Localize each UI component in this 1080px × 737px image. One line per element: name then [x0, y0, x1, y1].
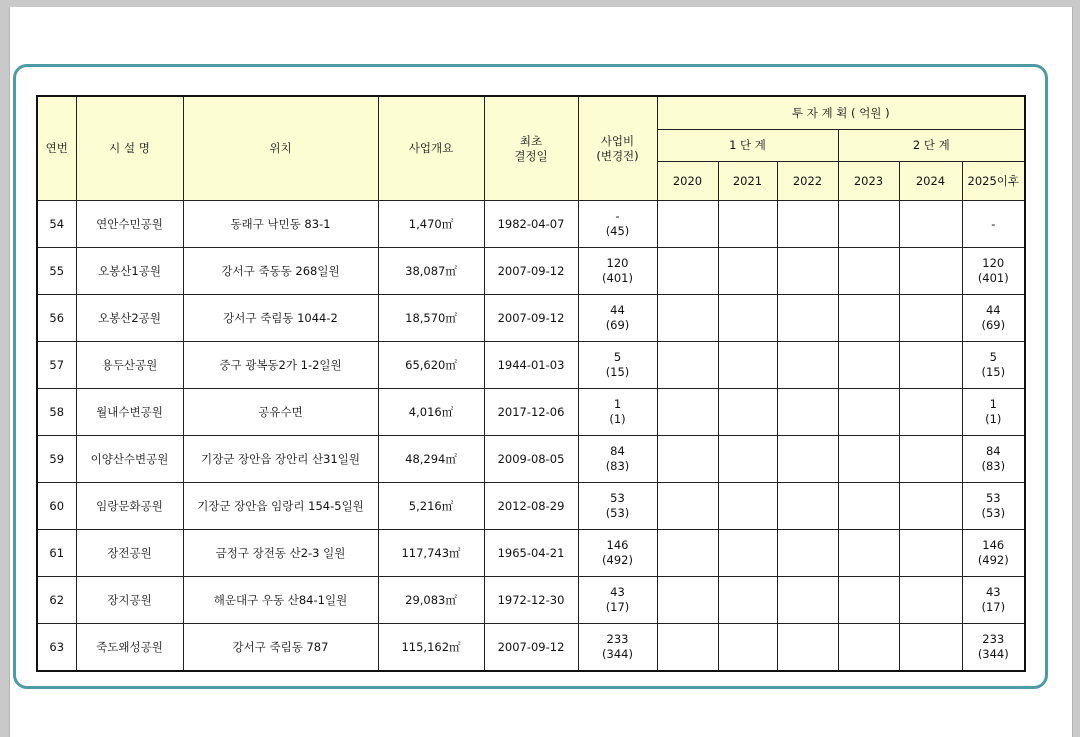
header-year: 2020 [657, 162, 718, 201]
cell-2025 [962, 342, 1025, 389]
table-row [37, 248, 1025, 295]
y2025-prev-value: (15) [981, 365, 1006, 379]
cell-name: 용두산공원 [76, 342, 183, 389]
cell-year-empty [777, 436, 838, 483]
cell-name: 장전공원 [76, 530, 183, 577]
y2025-prev-value: (1) [985, 412, 1002, 426]
cell-year-empty [657, 201, 718, 248]
cell-year-empty [899, 201, 962, 248]
cell-year-empty [657, 342, 718, 389]
cell-location: 강서구 죽림동 1044-2 [183, 295, 378, 342]
cell-2025 [962, 436, 1025, 483]
cost-value: 146 [606, 538, 629, 552]
cell-year-empty [657, 436, 718, 483]
y2025-prev-value: (17) [981, 600, 1006, 614]
table-body [37, 201, 1025, 672]
cell-location: 강서구 죽림동 787 [183, 624, 378, 672]
header-cost-line1: 사업비 [600, 133, 635, 148]
cell-area: 48,294㎡ [378, 436, 484, 483]
header-year: 2025이후 [962, 162, 1025, 201]
y2025-value: 44 [985, 303, 1001, 317]
cost-value: 233 [606, 632, 629, 646]
cell-location: 동래구 낙민동 83-1 [183, 201, 378, 248]
cell-area: 115,162㎡ [378, 624, 484, 672]
table-row [37, 530, 1025, 577]
y2025-prev-value: (344) [977, 647, 1009, 661]
cell-date: 2009-08-05 [484, 436, 578, 483]
y2025-prev-value: (83) [981, 459, 1006, 473]
cell-location: 중구 광복동2가 1-2일원 [183, 342, 378, 389]
cell-year-empty [718, 201, 777, 248]
cell-no: 58 [37, 389, 76, 436]
cell-name: 월내수변공원 [76, 389, 183, 436]
cell-no: 60 [37, 483, 76, 530]
y2025-value: 146 [982, 538, 1005, 552]
header-first-date-line1: 최초 [519, 133, 543, 148]
cell-2025 [962, 201, 1025, 248]
cell-year-empty [777, 248, 838, 295]
table-row [37, 342, 1025, 389]
cell-2025 [962, 483, 1025, 530]
cell-2025 [962, 389, 1025, 436]
cell-year-empty [838, 389, 899, 436]
cell-cost [578, 248, 657, 295]
cell-name: 오봉산2공원 [76, 295, 183, 342]
table-row [37, 624, 1025, 672]
cell-year-empty [777, 577, 838, 624]
cost-value: - [615, 209, 620, 223]
header-first-date [484, 96, 578, 201]
cell-no: 61 [37, 530, 76, 577]
cell-year-empty [838, 342, 899, 389]
cost-prev-value: (1) [609, 412, 626, 426]
cell-year-empty [657, 530, 718, 577]
cell-2025 [962, 248, 1025, 295]
cell-year-empty [718, 389, 777, 436]
header-no: 연번 [37, 96, 76, 201]
cell-cost [578, 624, 657, 672]
cell-area: 38,087㎡ [378, 248, 484, 295]
cell-cost [578, 342, 657, 389]
cost-prev-value: (15) [605, 365, 630, 379]
y2025-value: 5 [989, 350, 997, 364]
cell-year-empty [899, 342, 962, 389]
cell-year-empty [899, 530, 962, 577]
cell-year-empty [718, 530, 777, 577]
cell-cost [578, 295, 657, 342]
header-first-date-line2: 결정일 [514, 148, 548, 163]
cost-value: 120 [606, 256, 629, 270]
cell-no: 59 [37, 436, 76, 483]
cost-prev-value: (83) [605, 459, 630, 473]
cell-2025 [962, 577, 1025, 624]
cell-year-empty [657, 389, 718, 436]
cell-year-empty [838, 436, 899, 483]
y2025-value: 84 [985, 444, 1001, 458]
cost-prev-value: (45) [605, 224, 630, 238]
header-overview: 사업개요 [378, 96, 484, 201]
cell-area: 4,016㎡ [378, 389, 484, 436]
table-row [37, 483, 1025, 530]
cell-no: 57 [37, 342, 76, 389]
header-cost-line2: (변경전) [596, 148, 639, 163]
cell-date: 1944-01-03 [484, 342, 578, 389]
cost-prev-value: (492) [602, 553, 633, 567]
cell-year-empty [777, 624, 838, 672]
y2025-value: - [991, 216, 996, 231]
cost-prev-value: (53) [605, 506, 630, 520]
cost-value: 84 [610, 444, 625, 458]
cost-prev-value: (401) [602, 271, 633, 285]
cell-year-empty [899, 577, 962, 624]
cell-date: 1972-12-30 [484, 577, 578, 624]
cell-date: 2007-09-12 [484, 295, 578, 342]
cell-cost [578, 389, 657, 436]
cost-value: 5 [613, 350, 622, 364]
cell-no: 56 [37, 295, 76, 342]
cell-year-empty [777, 201, 838, 248]
header-cost [578, 96, 657, 201]
cell-name: 이양산수변공원 [76, 436, 183, 483]
table-row [37, 295, 1025, 342]
cell-2025 [962, 295, 1025, 342]
cell-location: 기장군 장안읍 장안리 산31일원 [183, 436, 378, 483]
cost-value: 1 [613, 397, 622, 411]
y2025-value: 43 [985, 585, 1001, 599]
cell-date: 2017-12-06 [484, 389, 578, 436]
cost-prev-value: (17) [605, 600, 630, 614]
cell-year-empty [838, 577, 899, 624]
cell-date: 1965-04-21 [484, 530, 578, 577]
cell-date: 2007-09-12 [484, 624, 578, 672]
cell-year-empty [718, 624, 777, 672]
cell-year-empty [777, 295, 838, 342]
cell-name: 연안수민공원 [76, 201, 183, 248]
cell-date: 2007-09-12 [484, 248, 578, 295]
cell-location: 금정구 장전동 산2-3 일원 [183, 530, 378, 577]
header-stage1: 1 단 계 [657, 130, 838, 162]
cell-no: 62 [37, 577, 76, 624]
cell-location: 해운대구 우동 산84-1일원 [183, 577, 378, 624]
y2025-value: 233 [982, 632, 1005, 646]
cell-cost [578, 577, 657, 624]
cell-year-empty [718, 577, 777, 624]
cell-year-empty [838, 295, 899, 342]
header-year: 2022 [777, 162, 838, 201]
park-investment-table [36, 95, 1026, 672]
cell-year-empty [657, 248, 718, 295]
cell-year-empty [838, 624, 899, 672]
cell-year-empty [899, 483, 962, 530]
cell-year-empty [718, 295, 777, 342]
cell-year-empty [657, 577, 718, 624]
cell-2025 [962, 530, 1025, 577]
cell-year-empty [838, 201, 899, 248]
cell-date: 2012-08-29 [484, 483, 578, 530]
cell-year-empty [899, 389, 962, 436]
cell-year-empty [718, 248, 777, 295]
cell-no: 55 [37, 248, 76, 295]
cell-location: 강서구 죽동동 268일원 [183, 248, 378, 295]
cell-cost [578, 483, 657, 530]
y2025-prev-value: (69) [981, 318, 1006, 332]
header-invest-plan: 투 자 계 획 ( 억원 ) [657, 96, 1025, 130]
y2025-value: 120 [982, 256, 1005, 270]
cell-location: 기장군 장안읍 임랑리 154-5일원 [183, 483, 378, 530]
cell-name: 장지공원 [76, 577, 183, 624]
cost-prev-value: (344) [602, 647, 633, 661]
cost-value: 44 [610, 303, 625, 317]
cell-year-empty [838, 248, 899, 295]
cell-year-empty [718, 483, 777, 530]
y2025-value: 53 [985, 491, 1001, 505]
cell-year-empty [657, 624, 718, 672]
cell-area: 18,570㎡ [378, 295, 484, 342]
cell-year-empty [838, 483, 899, 530]
cost-value: 53 [610, 491, 625, 505]
header-stage2: 2 단 계 [838, 130, 1025, 162]
cell-cost [578, 201, 657, 248]
header-name: 시 설 명 [76, 96, 183, 201]
y2025-prev-value: (401) [977, 271, 1009, 285]
cell-area: 5,216㎡ [378, 483, 484, 530]
cell-year-empty [777, 342, 838, 389]
cell-year-empty [657, 295, 718, 342]
header-year: 2021 [718, 162, 777, 201]
cell-no: 54 [37, 201, 76, 248]
y2025-prev-value: (492) [977, 553, 1009, 567]
cell-year-empty [777, 530, 838, 577]
cell-year-empty [899, 295, 962, 342]
cell-year-empty [777, 483, 838, 530]
cell-year-empty [838, 530, 899, 577]
cell-area: 29,083㎡ [378, 577, 484, 624]
table-row [37, 436, 1025, 483]
cell-area: 65,620㎡ [378, 342, 484, 389]
cell-cost [578, 530, 657, 577]
cell-cost [578, 436, 657, 483]
cell-year-empty [777, 389, 838, 436]
cell-2025 [962, 624, 1025, 672]
table-row [37, 389, 1025, 436]
cell-year-empty [718, 342, 777, 389]
cell-year-empty [899, 248, 962, 295]
cost-prev-value: (69) [605, 318, 630, 332]
cost-value: 43 [610, 585, 625, 599]
cell-location: 공유수면 [183, 389, 378, 436]
cell-no: 63 [37, 624, 76, 672]
cell-year-empty [718, 436, 777, 483]
y2025-prev-value: (53) [981, 506, 1006, 520]
cell-year-empty [899, 436, 962, 483]
cell-name: 임랑문화공원 [76, 483, 183, 530]
header-year: 2024 [899, 162, 962, 201]
cell-name: 죽도왜성공원 [76, 624, 183, 672]
cell-area: 1,470㎡ [378, 201, 484, 248]
table-row [37, 577, 1025, 624]
y2025-value: 1 [989, 397, 997, 411]
table-row [37, 201, 1025, 248]
cell-year-empty [899, 624, 962, 672]
cell-date: 1982-04-07 [484, 201, 578, 248]
cell-year-empty [657, 483, 718, 530]
header-location: 위치 [183, 96, 378, 201]
cell-name: 오봉산1공원 [76, 248, 183, 295]
cell-area: 117,743㎡ [378, 530, 484, 577]
header-year: 2023 [838, 162, 899, 201]
